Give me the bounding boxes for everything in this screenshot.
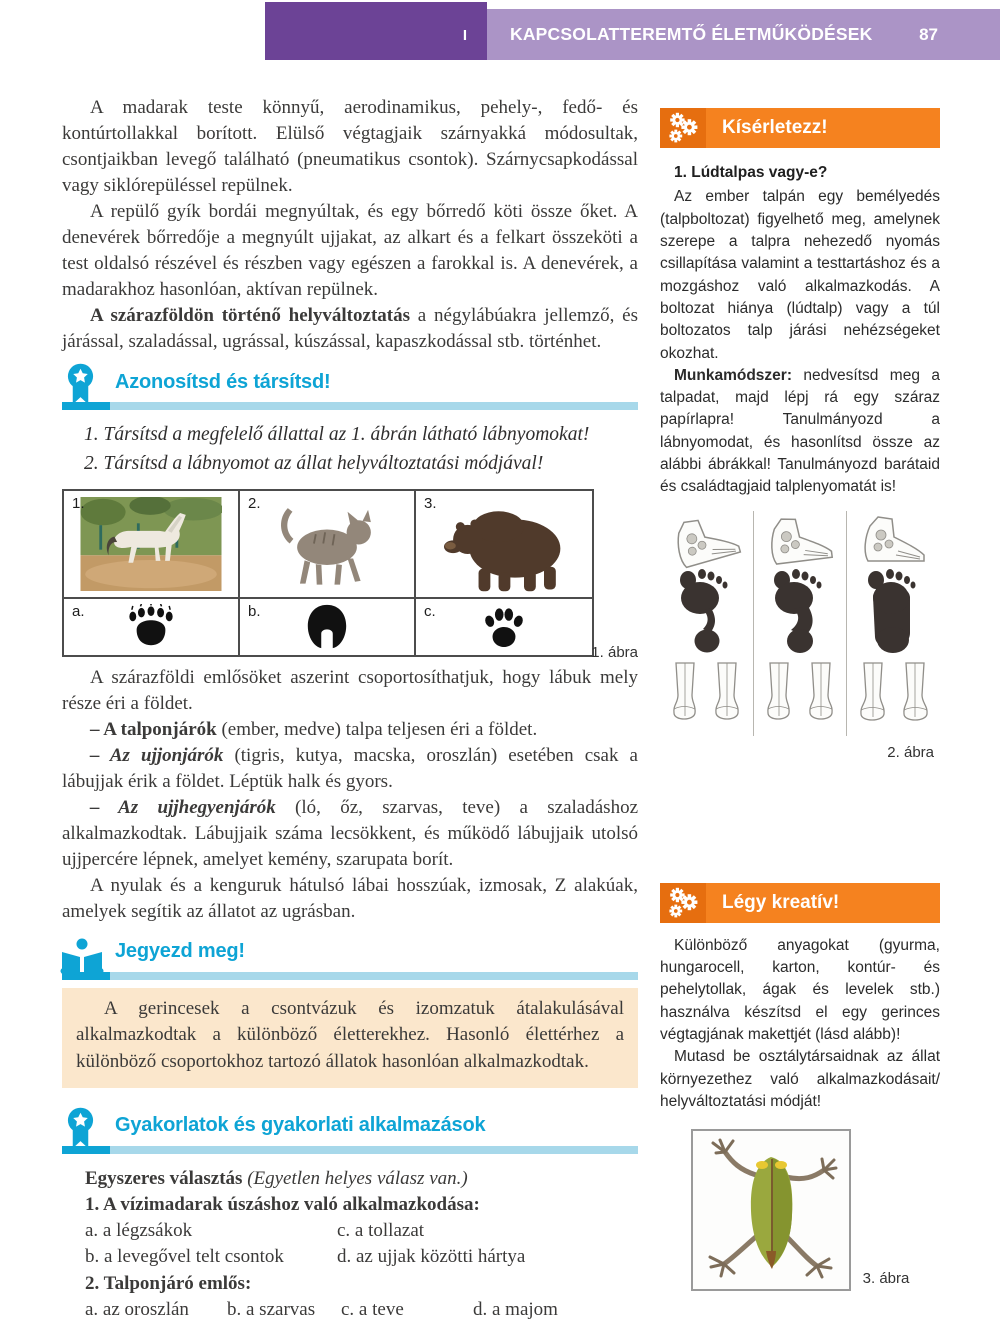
option-d: d. a majom: [473, 1298, 558, 1320]
task-1: 1. Társítsd a megfelelő állattal az 1. ábrán látható lábnyomokat!: [84, 424, 590, 446]
ribbon-badge-icon: [65, 1106, 96, 1152]
remember-box: [62, 988, 638, 1088]
gears-icon-box: [660, 108, 706, 148]
table-cell-horse: [64, 491, 240, 599]
remember-text: A gerincesek a csontvázuk és izomzatuk átalakulásával alkalmazkodtak a különböző életterekhez. Hasonló élettérhez a különböző csoportokhoz tartozó állatok hasonlóan alkalmazkodtak.: [76, 997, 624, 1072]
paragraph-birds: A madarak teste könnyű, aerodinamikus, pehely-, fedő- és kontúrtollakkal borított. Elülső végtagjaik szárnyakká módosultak, csontjaikban levegő található (pneumatikus csontok). Szárnycsapkodással vagy siklórepüléssel repülnek.: [62, 97, 638, 197]
question-1-label: 1. A vízimadarak úszáshoz való alkalmazkodása:: [85, 1194, 480, 1216]
figure-1-caption: 1. ábra: [591, 643, 638, 661]
figure-2-feet: [660, 511, 940, 736]
table-cell-bear-print: [64, 599, 240, 655]
cell-label: 1.: [72, 494, 85, 512]
section-practice-title: Gyakorlatok és gyakorlati alkalmazások: [115, 1114, 486, 1137]
experiment-header: [660, 108, 940, 148]
gears-icon: [666, 112, 700, 144]
item-lead: – A talponjárók: [90, 718, 217, 740]
practice-heading: [85, 1166, 638, 1192]
feet-column-flat-foot: [847, 511, 940, 736]
experiment-paragraph-1: Az ember talpán egy bemélyedés (talpboltozat) figyelhető meg, amelynek szerepe a talpra nehezedő nyomás csillapítása valamint a testtartáshoz és a mozgáshoz való alkalmazkodás. A boltozat hiánya (lúdtalp) vagy a túl boltozatos talp járási nehézségeket okozhat.: [660, 188, 940, 362]
table-cell-bear: [416, 491, 592, 599]
animals-table: [62, 489, 594, 657]
section-remember-head: [62, 934, 638, 970]
figure-2-caption: 2. ábra: [887, 743, 934, 761]
creative-header: [660, 883, 940, 923]
gears-icon: [666, 887, 700, 919]
figure-3-row: [660, 1129, 940, 1291]
task-2: 2. Társítsd a lábnyomot az állat helyváltoztatási módjával!: [84, 453, 544, 475]
reader-book-icon: [60, 938, 104, 978]
table-cell-cat: [240, 491, 416, 599]
practice-heading-italic: (Egyetlen helyes válasz van.): [242, 1167, 468, 1189]
section-identify-head: [62, 364, 638, 400]
paragraph-land-locomotion: [62, 303, 638, 355]
creative-paragraph-1: Különböző anyagokat (gyurma, hungarocell, karton, kontúr- és pehelytollak, ágak és levelek stb.) használva készítsd el egy gerinces végtagjának makettjét (lásd alább)!: [660, 936, 940, 1043]
option-c: c. a teve: [341, 1298, 404, 1320]
item-rest: (ló, őz, szarvas, teve) a szaladáshoz alkalmazkodtak. Lábujjaik száma lecsökkent, és működő lábujjaik utolsó ujjpercére lépnek, amelyet kemény, szarupata borít.: [62, 796, 638, 870]
question-2-options: [85, 1297, 638, 1323]
high-arch-foot-diagram: [660, 511, 752, 736]
experiment-subtitle: 1. Lúdtalpas vagy-e?: [674, 164, 828, 181]
item-lead: – Az ujjhegyenjárók: [90, 796, 276, 818]
cell-label: 2.: [248, 494, 261, 512]
figure-1-wrap: [62, 489, 638, 661]
section-rule: [62, 972, 638, 980]
flat-foot-diagram: [848, 511, 940, 736]
bear-paw-print: [125, 604, 177, 650]
chapter-title-bar: [487, 9, 1000, 60]
table-cell-cat-print: [416, 599, 592, 655]
section-practice-head: [62, 1108, 638, 1144]
main-column: [62, 95, 638, 1323]
experiment-title: Kísérletezz!: [706, 108, 940, 148]
item-lead: – Az ujjonjárók: [90, 744, 224, 766]
figure-3-caption: 3. ábra: [862, 1270, 910, 1288]
paragraph-grouping-intro: A szárazföldi emlősöket aszerint csoportosíthatjuk, hogy lábuk mely része éri a földet.: [62, 666, 638, 714]
practice-block: [62, 1166, 638, 1323]
experiment-method-rest: nedvesítsd meg a talpadat, majd lépj rá egy száraz papírlapra! Tanulmányozd a lábnyomodat, és hasonlítsd össze az alábbi ábrákkal! Tanulmányozd barátaid és családtagjaid talplenyomatát is!: [660, 366, 940, 496]
cell-label: 3.: [424, 494, 437, 512]
cell-label: c.: [424, 602, 436, 620]
ribbon-badge-icon: [65, 362, 96, 408]
creative-paragraph-2: Mutasd be osztálytársaidnak az állat környezethez való alkalmazkodásait/ helyváltoztatási módját!: [660, 1048, 940, 1110]
section-remember-title: Jegyezd meg!: [115, 940, 245, 963]
sidebar-column: [660, 95, 940, 1323]
chapter-title: KAPCSOLATTEREMTŐ ÉLETMŰKÖDÉSEK: [510, 24, 873, 44]
option-a: a. a légzsákok: [85, 1220, 193, 1242]
item-rest: (tigris, kutya, macska, oroszlán) esetében csak a lábujjak érik a földet. Léptük halk és gyors.: [62, 744, 638, 792]
cell-label: b.: [248, 602, 261, 620]
gears-icon-box: [660, 883, 706, 923]
question-2-label: 2. Talponjáró emlős:: [85, 1272, 252, 1294]
hoof-print: [303, 603, 351, 651]
list-item-unguligrade: [62, 795, 638, 873]
item-rest: (ember, medve) talpa teljesen éri a földet.: [216, 718, 538, 740]
page-content: [62, 95, 940, 1323]
bear-photo: [428, 494, 580, 594]
option-b: b. a szarvas: [227, 1298, 316, 1320]
practice-heading-bold: Egyszeres választás: [85, 1167, 243, 1189]
list-item-digitigrade: [62, 743, 638, 795]
paragraph-lead: A szárazföldön történő helyváltoztatás: [90, 305, 410, 327]
option-c: c. a tollazat: [337, 1220, 425, 1242]
cat-photo: [261, 495, 393, 593]
chapter-number: I: [462, 27, 467, 44]
experiment-paragraph-2: [660, 365, 940, 499]
chapter-number-tab: [265, 2, 487, 60]
feet-column-normal-arch: [753, 511, 848, 736]
option-a: a. az oroszlán: [85, 1298, 189, 1320]
option-d: d. az ujjak közötti hártya: [337, 1246, 526, 1268]
frog-model-photo: [691, 1129, 851, 1291]
table-cell-hoof-print: [240, 599, 416, 655]
paragraph-gliders: A repülő gyík bordái megnyúltak, és egy bőrredő köti össze őket. A denevérek bőrredője a megnyúlt ujjakat, az alkart és a felkart összeköti a test oldalsó részével és részben vagy egészen a farokkal is. A denevérek, a madarakhoz hasonlóan, aktívan repülnek.: [62, 201, 638, 301]
cat-paw-print: [480, 606, 528, 648]
option-b: b. a levegővel telt csontok: [85, 1246, 284, 1268]
section-identify-title: Azonosítsd és társítsd!: [115, 370, 331, 393]
section-rule: [62, 1146, 638, 1154]
creative-title: Légy kreatív!: [706, 883, 940, 923]
list-item-plantigrade: [62, 717, 638, 743]
section-rule: [62, 402, 638, 410]
cell-label: a.: [72, 602, 85, 620]
identify-tasks: [62, 420, 638, 479]
normal-arch-foot-diagram: [754, 511, 846, 736]
question-1-options: [85, 1218, 638, 1270]
experiment-method-lead: Munkamódszer:: [674, 366, 792, 384]
leaf-frog-model: [696, 1135, 846, 1285]
paragraph-rabbits: A nyulak és a kenguruk hátulsó lábai hosszúak, izmosak, Z alakúak, amelyek segítik az állatot az ugrásban.: [62, 874, 638, 922]
paragraph-rest: a négylábúakra jellemző, és járással, szaladással, ugrással, kúszással, kapaszkodással stb. történhet.: [62, 305, 639, 353]
horse-photo: [80, 497, 222, 591]
feet-column-high-arch: [660, 511, 753, 736]
page-number: 87: [919, 24, 938, 44]
